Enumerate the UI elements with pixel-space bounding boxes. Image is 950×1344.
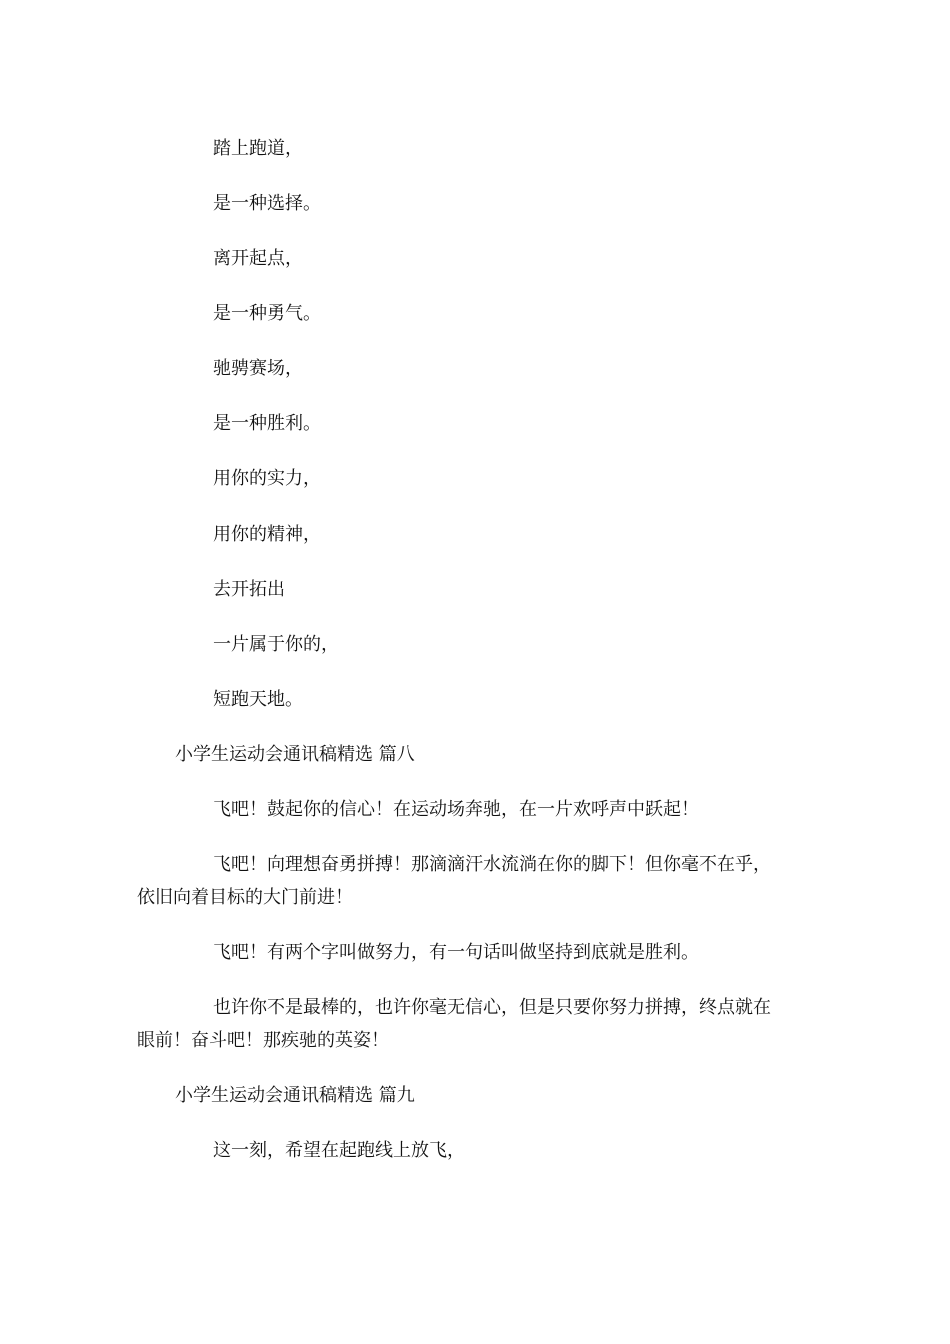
poem-line: 踏上跑道， <box>213 138 303 159</box>
poem-line: 是一种勇气。 <box>213 303 321 324</box>
paragraph-line: 飞吧！有两个字叫做努力，有一句话叫做坚持到底就是胜利。 <box>213 942 699 963</box>
paragraph-line: 这一刻，希望在起跑线上放飞， <box>213 1140 465 1161</box>
poem-line: 用你的精神， <box>213 524 321 545</box>
poem-line: 是一种胜利。 <box>213 413 321 434</box>
paragraph-line: 依旧向着目标的大门前进！ <box>137 887 353 908</box>
poem-line: 是一种选择。 <box>213 193 321 214</box>
poem-line: 去开拓出 <box>213 579 285 600</box>
poem-line: 驰骋赛场， <box>213 358 303 379</box>
poem-line: 用你的实力， <box>213 468 321 489</box>
poem-line: 一片属于你的， <box>213 634 339 655</box>
section-heading: 小学生运动会通讯稿精选 篇八 <box>175 744 415 765</box>
poem-line: 离开起点， <box>213 248 303 269</box>
paragraph-line: 飞吧！向理想奋勇拼搏！那滴滴汗水流淌在你的脚下！但你毫不在乎， <box>213 854 771 875</box>
poem-line: 短跑天地。 <box>213 689 303 710</box>
paragraph-line: 也许你不是最棒的，也许你毫无信心，但是只要你努力拼搏，终点就在 <box>213 997 771 1018</box>
paragraph-line: 眼前！奋斗吧！那疾驰的英姿！ <box>137 1030 389 1051</box>
paragraph-line: 飞吧！鼓起你的信心！在运动场奔驰，在一片欢呼声中跃起！ <box>213 799 699 820</box>
section-heading: 小学生运动会通讯稿精选 篇九 <box>175 1085 415 1106</box>
